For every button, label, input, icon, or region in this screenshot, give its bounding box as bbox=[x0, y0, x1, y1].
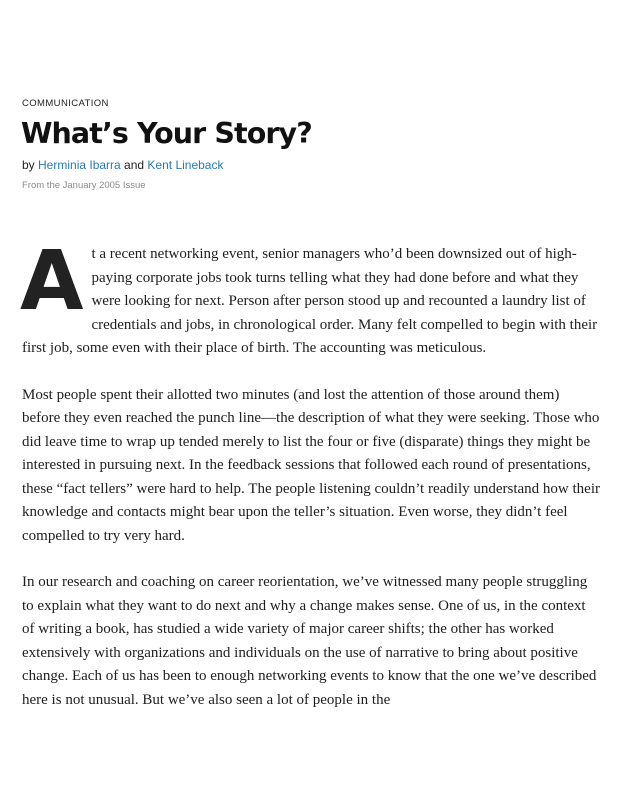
drop-cap: A bbox=[20, 234, 84, 329]
byline bbox=[22, 158, 223, 172]
author-link-kent-lineback[interactable]: Kent Lineback bbox=[147, 158, 224, 172]
article-body bbox=[20, 234, 600, 712]
byline-conjunction: and bbox=[120, 158, 148, 172]
byline-prefix: by bbox=[22, 158, 39, 172]
article-title: What’s Your Story? bbox=[21, 117, 312, 150]
paragraph-1 bbox=[20, 234, 600, 361]
paragraph-3: In our research and coaching on career reorientation, we’ve witnessed many people struggling to explain what they want to do next and why a change makes sense. One of us, in the context of writing a book, has studied a wide variety of major career shifts; the other has worked extensively with organizations and individuals on the use of narrative to bring about positive change. Each of us has been to enough networking events to know that the one we’ve described here is not unusual. But we’ve also seen a lot of people in the bbox=[22, 574, 597, 708]
paragraph-2: Most people spent their allotted two minutes (and lost the attention of those around them) before they even reached the punch line—the description of what they were seeking. Those who did leave time to wrap up tended merely to list the four or five (disparate) things they might be interested in pursuing next. In the feedback sessions that followed each round of presentations, these “fact tellers” were hard to help. The people listening couldn’t readily understand how their knowledge and contacts might bear upon the teller’s situation. Even worse, they didn’t feel compelled to try very hard. bbox=[22, 386, 600, 544]
author-link-herminia-ibarra[interactable]: Herminia Ibarra bbox=[38, 158, 121, 172]
paragraph-1-text: t a recent networking event, senior managers who’d been downsized out of high-paying corporate jobs took turns telling what they had done before and what they were looking for next. Person after person stood up and recounted a laundry list of credentials and jobs, in chronological order. Many felt compelled to begin with their first job, some even with their place of birth. The accounting was meticulous. bbox=[22, 246, 598, 356]
issue-date: From the January 2005 Issue bbox=[22, 180, 146, 191]
category-label[interactable]: COMMUNICATION bbox=[22, 98, 109, 109]
